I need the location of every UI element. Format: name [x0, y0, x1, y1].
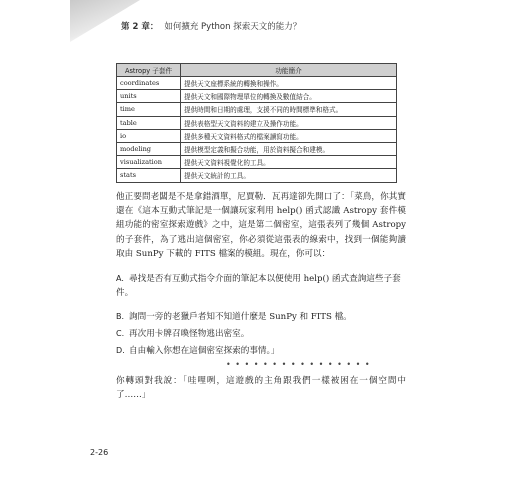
option-text: 詢問一旁的老獵戶者知不知道什麼是 SunPy 和 FITS 檔。 [129, 312, 352, 322]
column-header: Astropy 子套件 [117, 64, 181, 77]
table-cell: stats [117, 169, 181, 182]
table-row [117, 90, 397, 103]
option-d [116, 344, 406, 358]
chapter-title: 如何擴充 Python 探索天文的能力？ [164, 22, 302, 32]
option-label: C. [116, 329, 125, 338]
table-row [117, 129, 397, 142]
page-number: 2-26 [90, 448, 109, 457]
table-row [117, 77, 397, 90]
option-label: A. [116, 274, 124, 283]
table-cell: units [117, 90, 181, 103]
table-cell: 提供天文和國際物理單位的轉換及數值結合。 [181, 90, 397, 103]
option-text: 尋找是否有互動式指令介面的筆記本以便使用 help() 函式查詢這些子套件。 [116, 274, 401, 299]
table-cell: 提供天文座標系統的轉換和操作。 [181, 77, 397, 90]
table-cell: 提供天文統計的工具。 [181, 169, 397, 182]
table-header-row [117, 64, 397, 77]
table-cell: 提供表格型天文資料的建立及操作功能。 [181, 116, 397, 129]
option-c [116, 327, 406, 341]
column-header: 功能簡介 [181, 64, 397, 77]
table-row [117, 169, 397, 182]
body-paragraph: 他正要問老闆是不是拿錯酒單，尼賈勒．瓦再達卻先開口了：「菜鳥，你其實還在《這本互動式筆記是一個讓玩家利用 help() 函式認識 Astropy 套件模組功能的密室探索遊戲》之中，這是第二個密室，這張表列了幾個 Astropy 的子套件，為了逃出這個密室，你必須從這張表的線索中，找到一個能夠讀取由 SunPy 下載的 FITS 檔案的模組。現在，你可以： [116, 192, 406, 259]
table-cell: io [117, 129, 181, 142]
table-cell: 提供時間和日期的處理，支援不同的時間標準和格式。 [181, 103, 397, 116]
table-cell: coordinates [117, 77, 181, 90]
table-cell: time [117, 103, 181, 116]
table-row [117, 142, 397, 155]
section-separator: • • • • • • • • • • • • • • • • [226, 360, 371, 369]
option-label: B. [116, 312, 125, 321]
option-label: D. [116, 346, 125, 355]
table-row [117, 116, 397, 129]
option-b [116, 310, 406, 324]
astropy-subpackage-table [116, 63, 397, 183]
table-row [117, 156, 397, 169]
table-row [117, 103, 397, 116]
table-cell: 提供多種天文資料格式的檔案讀寫功能。 [181, 129, 397, 142]
body-paragraph-2: 你轉頭對我說：「哇哩咧，這遊戲的主角跟我們一樣被困在一個空間中了……」 [116, 376, 406, 401]
table-cell: visualization [117, 156, 181, 169]
table-cell: modeling [117, 142, 181, 155]
table-cell: 提供天文資料視覺化的工具。 [181, 156, 397, 169]
option-text: 再次用卡牌召喚怪物逃出密室。 [129, 329, 250, 339]
table-cell: table [117, 116, 181, 129]
option-a [116, 272, 406, 300]
running-header [121, 20, 301, 32]
table-cell: 提供模型定義和擬合功能，用於資料擬合和建模。 [181, 142, 397, 155]
option-text: 自由輸入你想在這個密室探索的事情。」 [129, 346, 280, 356]
chapter-label: 第 2 章： [121, 22, 159, 32]
